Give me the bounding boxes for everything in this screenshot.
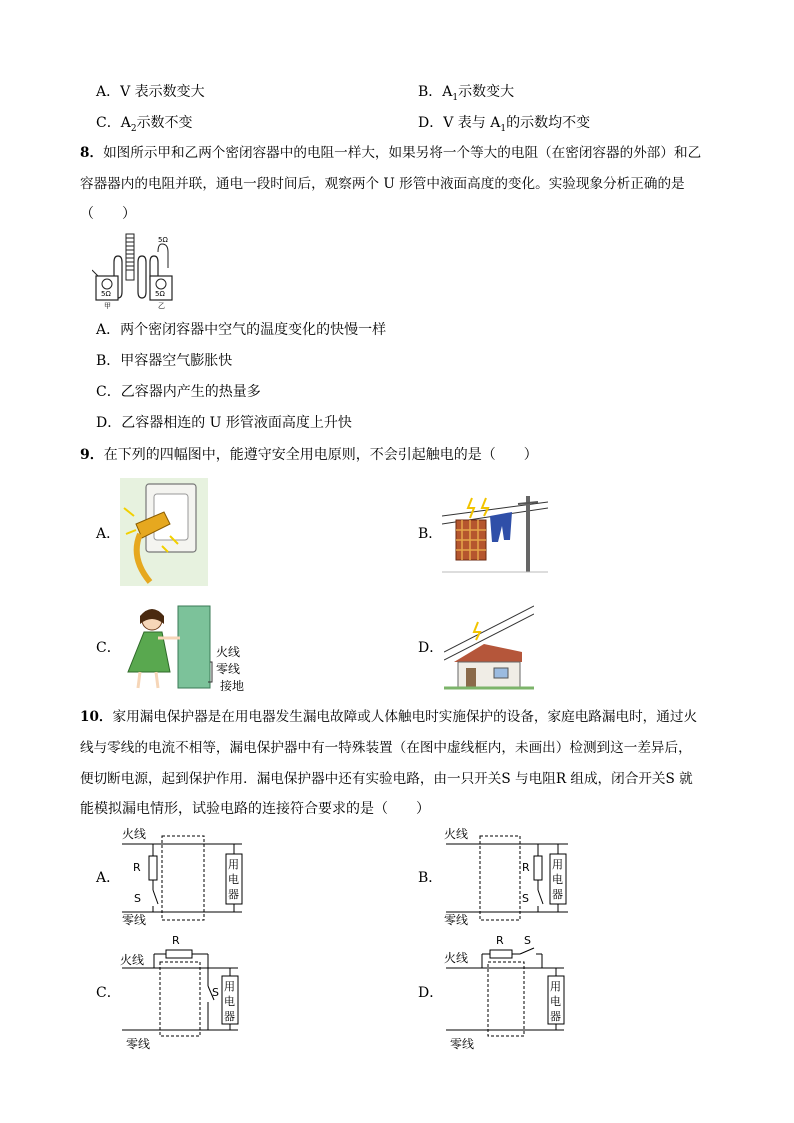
fig-resistor-left: 5Ω [101,290,111,298]
q10-circuit-b [444,826,574,930]
q9-a-socket-image [120,478,208,586]
q10-stem-line4: 能模拟漏电情形，试验电路的连接符合要求的是（ ） [80,801,430,817]
q8-option-d: D．乙容器相连的 U 形管液面高度上升快 [96,415,352,431]
q9-option-a-label: A． [96,526,121,542]
q10-option-b-label: B． [418,870,443,886]
q10-circuit-c [118,932,248,1050]
q7-option-b: B．$A_1$示数变大 [418,84,515,103]
svg-text:火线: 火线 [120,953,145,967]
svg-text:器: 器 [228,888,239,901]
q10-stem-line3: 便切断电源，起到保护作用．漏电保护器中还有实验电路，由一只开关S 与电阻R 组成，闭合开关S 就 [80,771,693,787]
svg-text:S: S [524,934,531,947]
svg-text:零线: 零线 [126,1037,151,1050]
q8-stem-line3: （ ） [80,206,136,222]
fig-label-jia: 甲 [104,302,111,310]
svg-text:零线: 零线 [444,913,469,927]
fig-c-jiedi: 接地 [220,679,245,693]
svg-text:零线: 零线 [122,913,147,927]
svg-text:用: 用 [228,858,239,871]
svg-text:电: 电 [552,873,563,886]
q10-option-d-label: D． [418,985,444,1001]
q7-option-a: A．V 表示数变大 [96,84,205,100]
svg-text:S: S [212,986,219,999]
fig-c-huoxian: 火线 [216,645,241,659]
q9-b-clothes-on-wire-image [442,494,548,574]
q7-option-d: D．V 表与 $A_1$的示数均不变 [418,115,591,134]
q9-d-house-under-wire-image [444,604,534,690]
svg-text:火线: 火线 [122,827,147,841]
q10-option-a-label: A． [96,870,121,886]
svg-text:器: 器 [224,1010,235,1023]
svg-text:器: 器 [552,888,563,901]
svg-text:用: 用 [224,980,235,993]
q9-option-c-label: C． [96,640,121,656]
fig-resistor-right: 5Ω [155,290,165,298]
q7-option-c: C．$A_2$示数不变 [96,115,193,134]
q8-stem-line1: 8．如图所示甲和乙两个密闭容器中的电阻一样大，如果另将一个等大的电阻（在密闭容器的外部）和乙 [80,145,702,161]
q10-option-c-label: C． [96,985,121,1001]
svg-text:S: S [522,892,529,905]
q9-option-b-label: B． [418,526,443,542]
q9-stem: 9．在下列的四幅图中，能遵守安全用电原则，不会引起触电的是（ ） [80,447,538,463]
q10-circuit-d [444,932,574,1050]
svg-text:用: 用 [550,980,561,993]
svg-text:火线: 火线 [444,827,469,841]
svg-text:电: 电 [224,995,235,1008]
svg-text:R: R [133,861,141,874]
q9-option-d-label: D． [418,640,444,656]
q10-stem-line2: 线与零线的电流不相等，漏电保护器中有一特殊装置（在图中虚线框内，未画出）检测到这一差异后， [80,740,692,756]
svg-text:用: 用 [552,858,563,871]
svg-text:R: R [496,934,504,947]
fig-resistor-top: 5Ω [158,236,168,244]
q8-figure-u-tubes [92,232,182,310]
fig-c-lingxian: 零线 [216,662,241,676]
svg-text:R: R [172,934,180,947]
q8-option-a: A．两个密闭容器中空气的温度变化的快慢一样 [96,322,387,338]
svg-text:火线: 火线 [444,951,469,965]
q8-stem-line2: 容器器内的电阻并联，通电一段时间后，观察两个 U 形管中液面高度的变化。实验现象分析正确的是 [80,176,685,192]
fig-label-yi: 乙 [158,302,165,310]
svg-text:零线: 零线 [450,1037,475,1050]
svg-text:器: 器 [550,1010,561,1023]
svg-text:电: 电 [228,873,239,886]
q9-c-girl-at-panel-image [122,602,252,694]
svg-text:电: 电 [550,995,561,1008]
q10-stem-line1: 10．家用漏电保护器是在用电器发生漏电故障或人体触电时实施保护的设备，家庭电路漏电时，通过火 [80,709,698,725]
svg-text:S: S [134,892,141,905]
q10-circuit-a [118,826,248,930]
q8-option-b: B．甲容器空气膨胀快 [96,353,233,369]
svg-text:R: R [522,861,530,874]
q8-option-c: C．乙容器内产生的热量多 [96,384,261,400]
